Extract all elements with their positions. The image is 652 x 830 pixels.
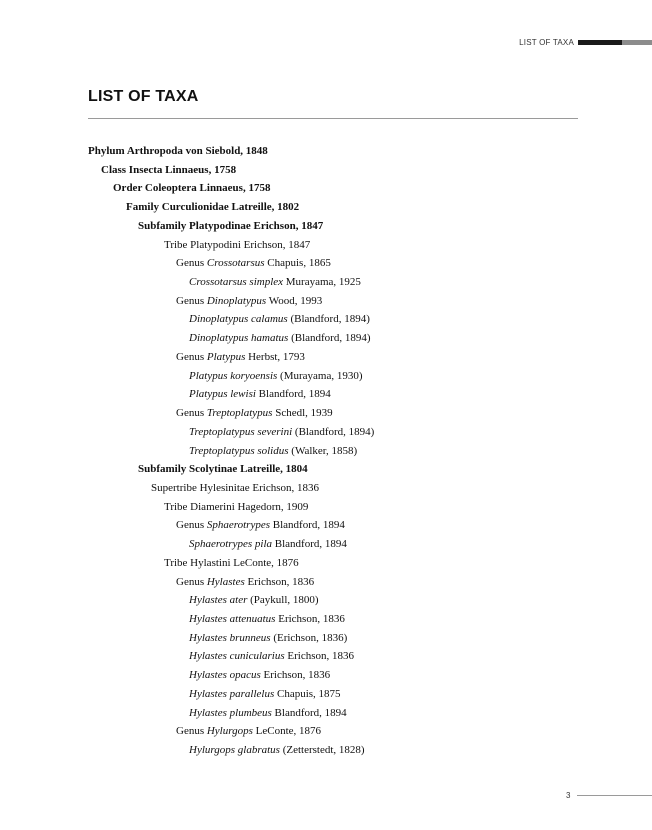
taxon-entry	[88, 142, 374, 161]
taxon-entry	[88, 310, 374, 329]
taxon-entry	[88, 610, 374, 629]
taxon-scientific-name: Sphaerotrypes	[206, 519, 270, 532]
taxon-entry	[88, 722, 374, 741]
taxon-text: (Zetterstedt, 1828)	[279, 744, 365, 756]
taxon-entry	[88, 704, 374, 723]
taxon-entry	[88, 385, 374, 404]
taxon-entry	[88, 629, 374, 648]
taxon-scientific-name: Crossotarsus	[206, 257, 265, 270]
taxon-text: (Blandford, 1894)	[292, 425, 375, 438]
taxon-entry	[88, 442, 374, 461]
taxon-scientific-name: Platypus lewisi	[189, 388, 256, 401]
taxon-text: Subfamily Platypodinae Erichson, 1847	[138, 219, 324, 232]
taxon-entry	[88, 685, 374, 704]
taxon-text: Erichson, 1836	[260, 669, 331, 682]
page-footer	[566, 791, 652, 800]
taxon-scientific-name: Treptoplatypus severini	[189, 425, 293, 438]
taxon-text: Blandford, 1894	[270, 519, 345, 532]
taxon-entry	[88, 254, 374, 273]
taxon-entry	[88, 647, 374, 666]
taxon-entry	[88, 367, 374, 386]
taxon-entry	[88, 179, 374, 198]
taxon-entry	[88, 666, 374, 685]
taxon-entry	[88, 554, 374, 573]
taxon-entry	[88, 423, 374, 442]
taxon-text: Herbst, 1793	[245, 350, 305, 363]
taxon-entry	[88, 348, 374, 367]
taxon-entry	[88, 479, 374, 498]
taxon-entry	[88, 535, 374, 554]
footer-rule	[577, 795, 652, 796]
taxon-entry	[88, 516, 374, 535]
taxon-text: Genus	[176, 575, 207, 588]
taxon-text: Tribe Diamerini Hagedorn, 1909	[164, 500, 309, 513]
header-bar-dark	[578, 40, 622, 45]
taxon-text: Genus	[176, 519, 207, 532]
taxon-scientific-name: Hylastes opacus	[189, 669, 261, 682]
taxon-text: Blandford, 1894	[272, 538, 347, 551]
taxon-scientific-name: Dinoplatypus hamatus	[189, 332, 289, 345]
taxon-text: Order Coleoptera Linnaeus, 1758	[113, 182, 271, 195]
taxon-text: (Blandford, 1894)	[288, 332, 371, 345]
taxon-entry	[88, 292, 374, 311]
header-bar-grey	[622, 40, 652, 45]
taxon-scientific-name: Treptoplatypus	[206, 407, 273, 420]
taxon-text: Genus	[176, 725, 207, 738]
taxon-entry	[88, 404, 374, 423]
taxon-text: Wood, 1993	[266, 294, 323, 307]
page-number: 3	[566, 791, 571, 800]
taxon-scientific-name: Hylurgops	[206, 725, 253, 738]
taxon-text: Chapuis, 1875	[274, 687, 341, 700]
taxon-text: (Paykull, 1800)	[247, 594, 319, 607]
taxon-entry	[88, 198, 374, 217]
title-divider	[88, 118, 578, 119]
taxon-text: Schedl, 1939	[272, 407, 333, 420]
taxon-entry	[88, 329, 374, 348]
taxon-text: Phylum Arthropoda von Siebold, 1848	[88, 145, 268, 157]
taxon-text: Class Insecta Linnaeus, 1758	[101, 163, 237, 176]
taxon-text: (Erichson, 1836)	[270, 631, 348, 644]
taxon-entry	[88, 161, 374, 180]
taxon-scientific-name: Hylastes brunneus	[189, 631, 271, 644]
taxon-text: LeConte, 1876	[252, 725, 322, 738]
taxon-text: (Murayama, 1930)	[277, 369, 363, 382]
taxon-scientific-name: Hylastes	[206, 575, 245, 588]
taxon-text: Subfamily Scolytinae Latreille, 1804	[138, 463, 308, 476]
taxon-text: Chapuis, 1865	[264, 257, 331, 270]
taxon-text: Genus	[176, 257, 207, 270]
taxon-scientific-name: Platypus	[206, 350, 246, 363]
taxon-text: Murayama, 1925	[283, 276, 361, 289]
taxon-entry	[88, 217, 374, 236]
taxon-text: (Blandford, 1894)	[287, 313, 370, 326]
taxon-scientific-name: Hylastes cunicularius	[189, 650, 285, 663]
taxon-entry	[88, 236, 374, 255]
taxon-text: Genus	[176, 407, 207, 420]
taxon-scientific-name: Sphaerotrypes pila	[189, 538, 272, 551]
taxon-scientific-name: Hylurgops glabratus	[189, 744, 280, 756]
taxon-entry	[88, 741, 374, 760]
taxon-entry	[88, 591, 374, 610]
taxon-text: Supertribe Hylesinitae Erichson, 1836	[151, 481, 320, 494]
taxon-text: Erichson, 1836	[275, 612, 345, 625]
taxon-scientific-name: Dinoplatypus	[206, 294, 267, 307]
taxon-scientific-name: Hylastes ater	[189, 594, 248, 607]
taxon-entry	[88, 273, 374, 292]
taxon-text: Tribe Platypodini Erichson, 1847	[164, 238, 311, 251]
taxon-scientific-name: Hylastes parallelus	[189, 687, 275, 700]
taxon-scientific-name: Hylastes attenuatus	[189, 612, 276, 625]
taxon-scientific-name: Dinoplatypus calamus	[189, 313, 288, 326]
running-header-title: LIST OF TAXA	[519, 37, 574, 47]
taxon-scientific-name: Crossotarsus simplex	[189, 276, 284, 289]
taxon-scientific-name: Treptoplatypus solidus	[189, 444, 289, 457]
taxon-entry	[88, 573, 374, 592]
taxon-text: Blandford, 1894	[255, 388, 331, 401]
taxon-scientific-name: Platypus koryoensis	[189, 369, 278, 382]
running-header	[519, 37, 652, 47]
taxon-text: Genus	[176, 350, 207, 363]
taxon-text: Blandford, 1894	[271, 706, 347, 719]
taxon-text: Family Curculionidae Latreille, 1802	[126, 201, 300, 214]
taxon-entry	[88, 460, 374, 479]
taxon-text: Erichson, 1836	[284, 650, 354, 663]
taxon-text: (Walker, 1858)	[288, 444, 358, 457]
taxon-text: Tribe Hylastini LeConte, 1876	[164, 556, 299, 569]
taxon-scientific-name: Hylastes plumbeus	[189, 706, 272, 719]
taxa-list	[88, 142, 374, 760]
taxon-text: Erichson, 1836	[244, 575, 315, 588]
page-title: LIST OF TAXA	[88, 88, 199, 105]
taxon-text: Genus	[176, 294, 207, 307]
taxon-entry	[88, 498, 374, 517]
